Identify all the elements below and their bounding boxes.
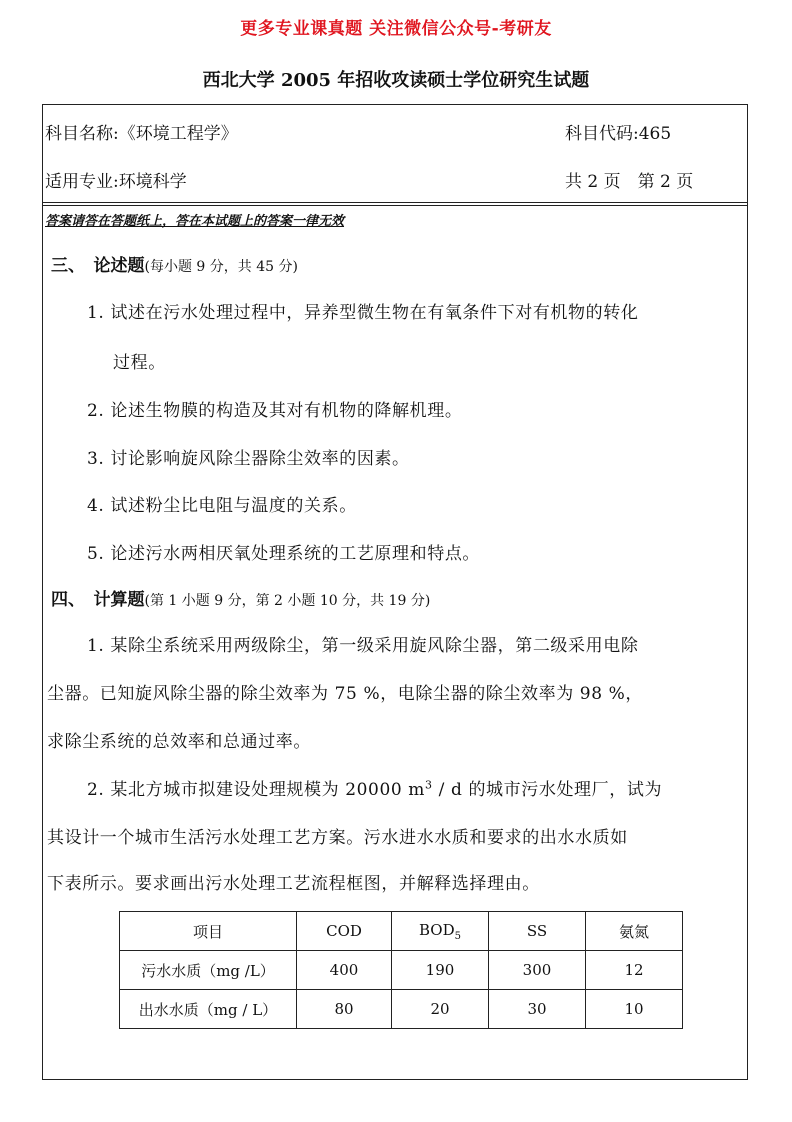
q4-1-line2: 尘器。已知旋风除尘器的除尘效率为 75 %，电除尘器的除尘效率为 98 %， [47, 684, 643, 704]
exam-title: 西北大学 2005 年招收攻读硕士学位研究生试题 [202, 70, 590, 91]
section-3-note: (每小题 9 分，共 45 分) [144, 259, 298, 275]
table-cell: 20 [392, 990, 489, 1029]
q4-2-line1-b: / d 的城市污水处理厂，试为 [432, 780, 663, 800]
table-cell: 400 [297, 951, 392, 990]
section-3-title: 三、 论述题 [51, 256, 145, 276]
section-4-title: 四、 计算题 [51, 590, 145, 610]
table-cell: 出水水质（mg / L） [120, 990, 297, 1029]
page-count: 共 2 页 第 2 页 [565, 172, 694, 192]
applicable-major: 适用专业:环境科学 [45, 172, 187, 192]
section-4-note: (第 1 小题 9 分，第 2 小题 10 分，共 19 分) [144, 593, 431, 609]
q3-1-line2: 过程。 [113, 353, 166, 373]
q3-3: 3. 讨论影响旋风除尘器除尘效率的因素。 [87, 449, 410, 469]
q4-2-line3: 下表所示。要求画出污水处理工艺流程框图，并解释选择理由。 [47, 874, 540, 894]
q4-2-line2: 其设计一个城市生活污水处理工艺方案。污水进水水质和要求的出水水质如 [47, 828, 628, 848]
table-cell: 30 [489, 990, 586, 1029]
table-cell: 污水水质（mg /L） [120, 951, 297, 990]
header-divider [43, 202, 747, 203]
bod-subscript: 5 [454, 930, 461, 942]
promo-banner: 更多专业课真题 关注微信公众号-考研友 [240, 19, 552, 39]
subject-name: 科目名称:《环境工程学》 [45, 124, 238, 144]
table-header-cell: 氨氮 [586, 912, 683, 951]
q3-4: 4. 试述粉尘比电阻与温度的关系。 [87, 496, 357, 516]
table-header-cell: 项目 [120, 912, 297, 951]
q3-5: 5. 论述污水两相厌氧处理系统的工艺原理和特点。 [87, 544, 481, 564]
table-cell: 190 [392, 951, 489, 990]
q4-1-line3: 求除尘系统的总效率和总通过率。 [47, 732, 311, 752]
header-divider-inner [43, 205, 747, 206]
table-row [120, 990, 683, 1029]
section-3-heading [51, 251, 298, 276]
q4-2-line1 [87, 775, 662, 800]
table-cell: 80 [297, 990, 392, 1029]
answer-notice: 答案请答在答题纸上，答在本试题上的答案一律无效 [45, 214, 345, 229]
table-row [120, 951, 683, 990]
table-header-row [120, 912, 683, 951]
q3-2: 2. 论述生物膜的构造及其对有机物的降解机理。 [87, 401, 463, 421]
table-header-cell: SS [489, 912, 586, 951]
unit-superscript: 3 [425, 778, 433, 792]
section-4-heading [51, 585, 430, 610]
table-header-cell [392, 912, 489, 951]
bod-label: BOD [419, 920, 455, 939]
water-quality-table [119, 911, 683, 1029]
q3-1-line1: 1. 试述在污水处理过程中，异养型微生物在有氧条件下对有机物的转化 [87, 303, 639, 323]
subject-code: 科目代码:465 [565, 124, 672, 144]
q4-1-line1: 1. 某除尘系统采用两级除尘，第一级采用旋风除尘器，第二级采用电除 [87, 636, 639, 656]
table-cell: 10 [586, 990, 683, 1029]
exam-frame [42, 104, 748, 1080]
q4-2-line1-a: 2. 某北方城市拟建设处理规模为 20000 m [87, 780, 426, 800]
table-cell: 300 [489, 951, 586, 990]
table-header-cell: COD [297, 912, 392, 951]
table-cell: 12 [586, 951, 683, 990]
